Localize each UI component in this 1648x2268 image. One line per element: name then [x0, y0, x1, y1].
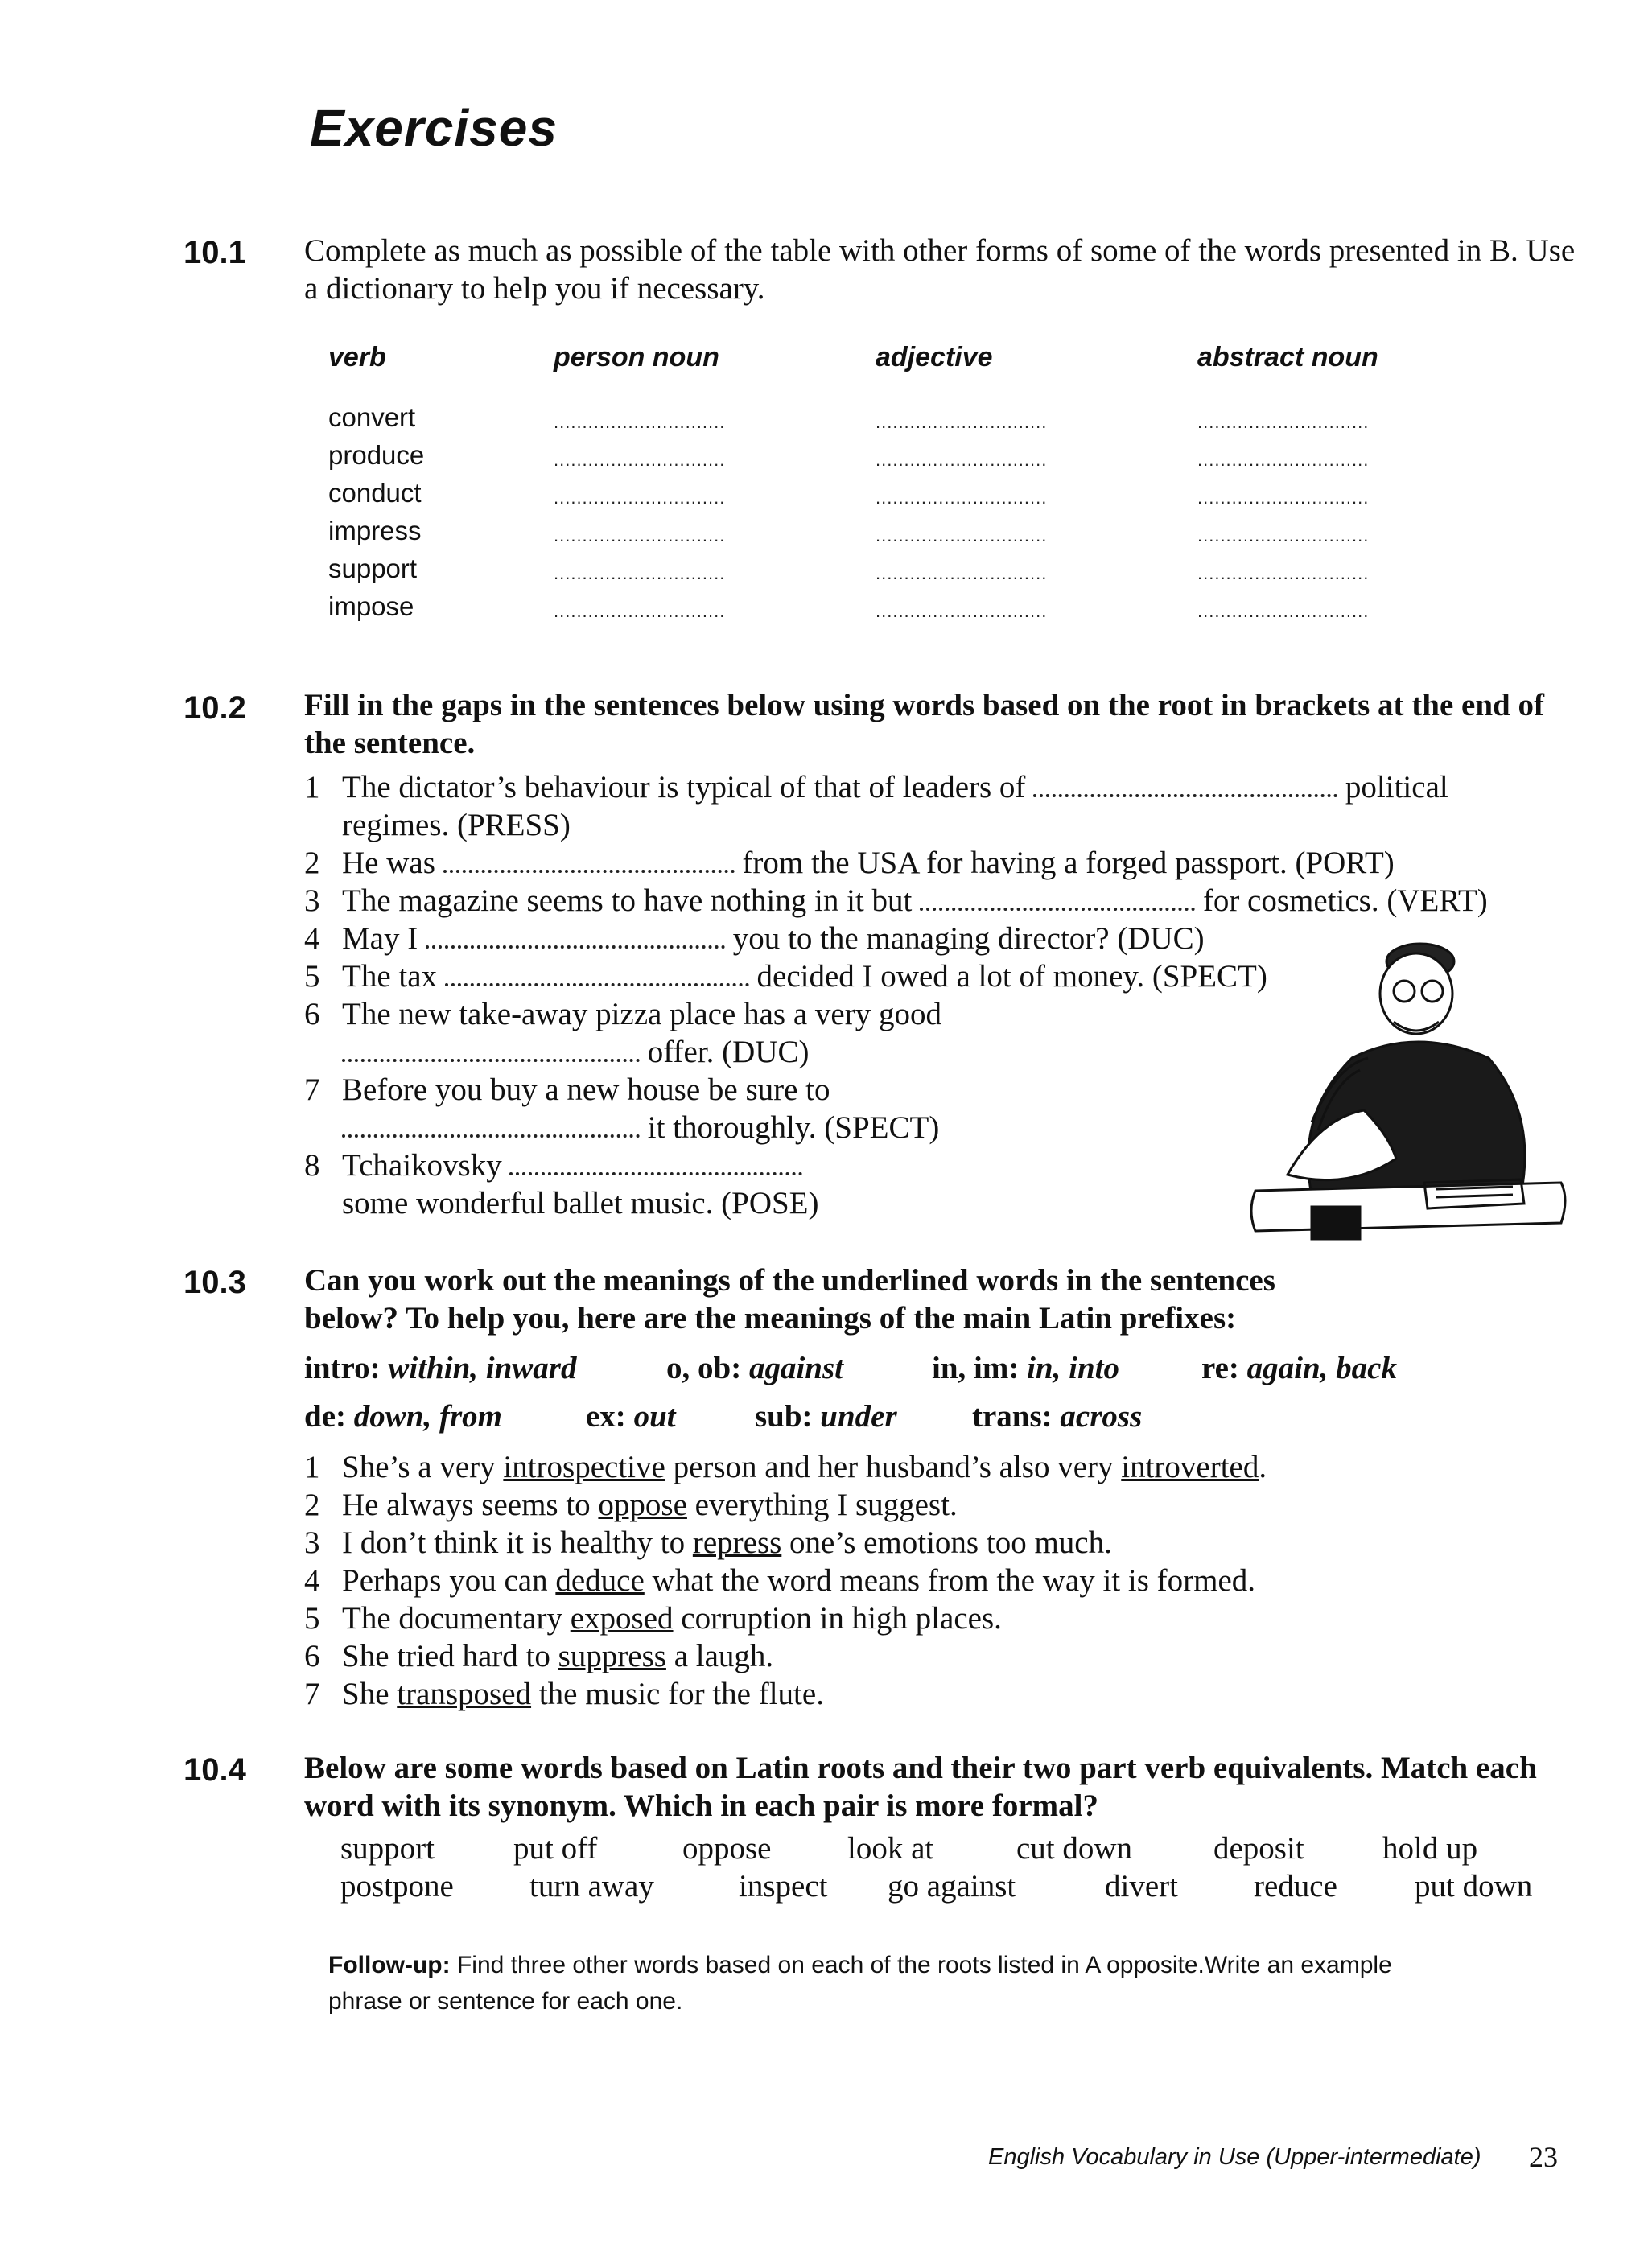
list-item: 2 He always seems to oppose everything I suggest. — [304, 1488, 958, 1522]
word-option: cut down — [1016, 1831, 1133, 1866]
list-item: 1 She’s a very introspective person and her husband’s also very introverted. — [304, 1450, 1267, 1484]
prefix-re: re: again, back — [1201, 1351, 1397, 1385]
answer-blank[interactable]: .............................. — [554, 450, 726, 470]
list-item: 1 The dictator’s behaviour is typical of that of leaders of political — [304, 770, 1448, 805]
word-option: oppose — [682, 1831, 772, 1866]
prefix-sub: sub: under — [755, 1399, 897, 1434]
word-option: turn away — [529, 1869, 654, 1904]
prefix-intro: intro: within, inward — [304, 1351, 577, 1385]
exercise-instruction-10-2: Fill in the gaps in the sentences below using words based on the root in brackets at the end of the sentence. — [304, 688, 1544, 760]
list-item-continued: it thoroughly. (SPECT) — [342, 1109, 939, 1146]
list-item: 5 The documentary exposed corruption in high places. — [304, 1601, 1002, 1636]
list-item: 3 The magazine seems to have nothing in it but for cosmetics. (VERT) — [304, 883, 1488, 918]
answer-blank[interactable]: .............................. — [1197, 601, 1370, 621]
answer-gap[interactable] — [445, 975, 749, 986]
composer-illustration — [1239, 933, 1577, 1255]
underlined-word: suppress — [558, 1639, 666, 1673]
answer-blank[interactable]: .............................. — [1197, 563, 1370, 583]
verb-cell: conduct — [328, 478, 422, 508]
underlined-word: transposed — [397, 1677, 532, 1711]
answer-blank[interactable]: .............................. — [876, 563, 1048, 583]
answer-blank[interactable]: .............................. — [1197, 488, 1370, 508]
word-option: divert — [1105, 1869, 1178, 1904]
word-option: look at — [847, 1831, 934, 1866]
answer-gap[interactable] — [920, 899, 1195, 911]
answer-gap[interactable] — [342, 1051, 640, 1062]
list-item-continued: regimes. (PRESS) — [342, 808, 571, 842]
word-option: put off — [513, 1831, 598, 1866]
exercise-number-10-2: 10.2 — [183, 690, 246, 726]
verb-cell: convert — [328, 402, 416, 432]
word-option: reduce — [1254, 1869, 1337, 1904]
list-item: 5 The tax decided I owed a lot of money. (SPECT) — [304, 959, 1267, 994]
answer-blank[interactable]: .............................. — [554, 412, 726, 432]
underlined-word: repress — [692, 1525, 782, 1560]
list-item-continued: offer. (DUC) — [342, 1033, 809, 1071]
list-item: 4 May I you to the managing director? (DUC) — [304, 921, 1205, 956]
answer-gap[interactable] — [443, 862, 735, 873]
list-item: 7 Before you buy a new house be sure to — [304, 1072, 830, 1107]
book-title-footer: English Vocabulary in Use (Upper-intermediate) — [988, 2144, 1481, 2170]
answer-blank[interactable]: .............................. — [554, 563, 726, 583]
exercise-number-10-3: 10.3 — [183, 1265, 246, 1300]
exercise-instruction-10-1: Complete as much as possible of the table with other forms of some of the words presented in B. Use a dictionary to help you if necessary. — [304, 233, 1576, 306]
word-option: hold up — [1382, 1831, 1478, 1866]
follow-up-note: Follow-up: Find three other words based on each of the roots listed in A opposite.Write an example phrase or sentence for each one. — [328, 1952, 1392, 2015]
underlined-word: introverted — [1121, 1450, 1259, 1484]
answer-blank[interactable]: .............................. — [1197, 412, 1370, 432]
prefix-ob: o, ob: against — [666, 1351, 843, 1385]
header-adjective: adjective — [876, 342, 993, 373]
answer-blank[interactable]: .............................. — [1197, 450, 1370, 470]
word-option: deposit — [1213, 1831, 1304, 1866]
prefix-ex: ex: out — [586, 1399, 676, 1434]
prefix-trans: trans: across — [972, 1399, 1143, 1434]
page-title: Exercises — [310, 99, 558, 157]
answer-gap[interactable] — [342, 1126, 640, 1138]
exercise-number-10-1: 10.1 — [183, 235, 246, 270]
list-item: 2 He was from the USA for having a forged passport. (PORT) — [304, 846, 1395, 880]
answer-blank[interactable]: .............................. — [876, 412, 1048, 432]
answer-blank[interactable]: .............................. — [876, 488, 1048, 508]
underlined-word: oppose — [598, 1488, 687, 1522]
verb-cell: impose — [328, 591, 414, 621]
answer-blank[interactable]: .............................. — [876, 450, 1048, 470]
answer-blank[interactable]: .............................. — [876, 601, 1048, 621]
word-option: postpone — [340, 1869, 454, 1904]
list-item: 6 She tried hard to suppress a laugh. — [304, 1639, 774, 1673]
word-option: go against — [888, 1869, 1016, 1904]
underlined-word: exposed — [570, 1601, 674, 1636]
header-person-noun: person noun — [554, 342, 719, 373]
exercise-instruction-10-3: Can you work out the meanings of the underlined words in the sentences below? To help you, here are the meanings of the main Latin prefixes: — [304, 1263, 1275, 1336]
list-item: 7 She transposed the music for the flute. — [304, 1677, 824, 1711]
word-option: put down — [1415, 1869, 1533, 1904]
exercise-instruction-10-4: Below are some words based on Latin roots and their two part verb equivalents. Match each word with its synonym. Which in each pair is more formal? — [304, 1751, 1537, 1823]
answer-gap[interactable] — [509, 1164, 802, 1175]
list-item: 3 I don’t think it is healthy to repress one’s emotions too much. — [304, 1525, 1112, 1560]
answer-blank[interactable]: .............................. — [876, 525, 1048, 545]
answer-blank[interactable]: .............................. — [554, 601, 726, 621]
list-item-continued: some wonderful ballet music. (POSE) — [342, 1186, 819, 1220]
prefix-de: de: down, from — [304, 1399, 502, 1434]
answer-gap[interactable] — [426, 937, 725, 949]
list-item: 4 Perhaps you can deduce what the word means from the way it is formed. — [304, 1563, 1256, 1598]
answer-gap[interactable] — [1033, 786, 1337, 797]
list-item: 8 Tchaikovsky — [304, 1146, 802, 1184]
underlined-word: deduce — [555, 1563, 645, 1598]
answer-blank[interactable]: .............................. — [554, 525, 726, 545]
word-option: inspect — [739, 1869, 828, 1904]
exercise-number-10-4: 10.4 — [183, 1752, 246, 1788]
header-verb: verb — [328, 342, 386, 373]
word-option: support — [340, 1831, 435, 1866]
answer-blank[interactable]: .............................. — [1197, 525, 1370, 545]
answer-blank[interactable]: .............................. — [554, 488, 726, 508]
verb-cell: impress — [328, 516, 422, 545]
header-abstract-noun: abstract noun — [1197, 342, 1378, 373]
underlined-word: introspective — [503, 1450, 665, 1484]
prefix-in: in, im: in, into — [932, 1351, 1119, 1385]
verb-cell: produce — [328, 440, 425, 470]
verb-cell: support — [328, 554, 418, 583]
page-number: 23 — [1529, 2141, 1558, 2173]
list-item: 6 The new take-away pizza place has a very good — [304, 997, 941, 1031]
